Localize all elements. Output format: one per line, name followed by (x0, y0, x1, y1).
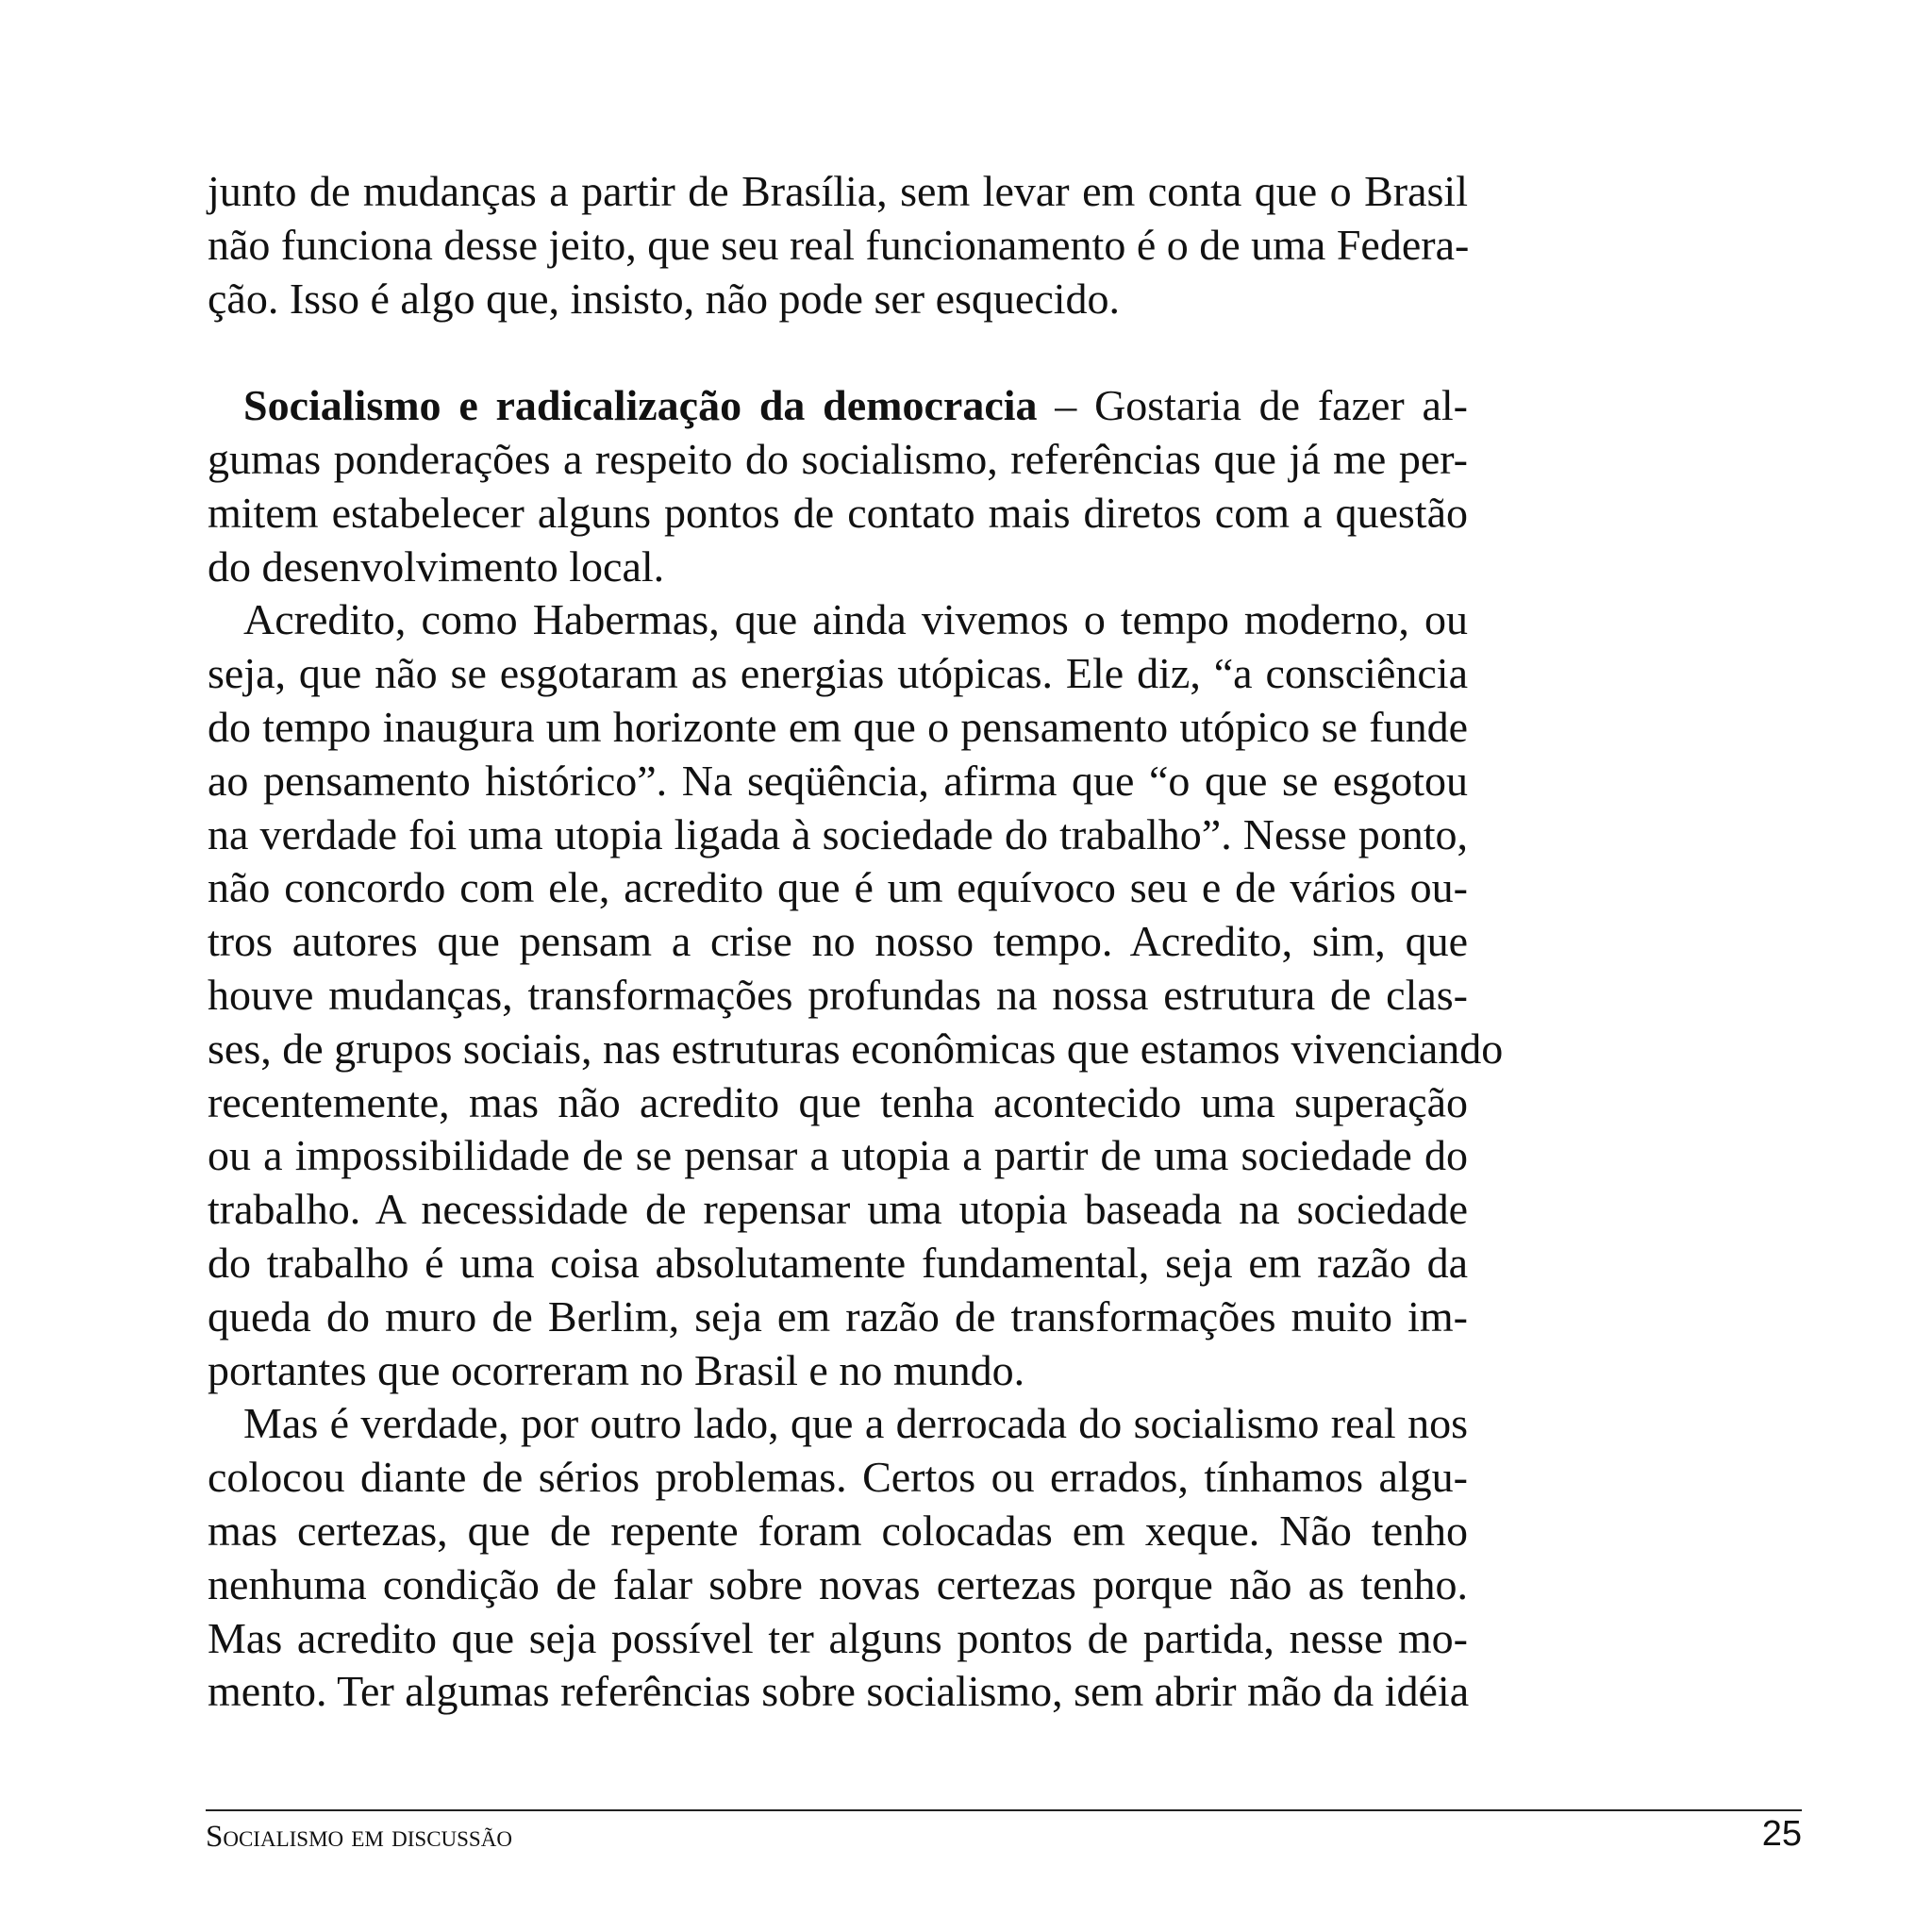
text-line: houve mudanças, transformações profundas na nossa estrutura de clas- (208, 970, 1468, 1019)
text-line: na verdade foi uma utopia ligada à sociedade do trabalho”. Nesse ponto, (208, 809, 1468, 858)
text-line: gumas ponderações a respeito do socialismo, referências que já me per- (208, 434, 1468, 483)
text-line: mento. Ter algumas referências sobre socialismo, sem abrir mão da idéia (208, 1667, 1470, 1716)
text-line: mas certezas, que de repente foram colocadas em xeque. Não tenho (208, 1506, 1468, 1555)
text-line: nenhuma condição de falar sobre novas certezas porque não as tenho. (208, 1559, 1468, 1608)
paragraph (208, 593, 1504, 1397)
text-line: do trabalho é uma coisa absolutamente fundamental, seja em razão da (208, 1238, 1468, 1287)
paragraph (208, 1397, 1468, 1719)
text-line: seja, que não se esgotaram as energias utópicas. Ele diz, “a consciência (208, 649, 1468, 698)
text-line: mitem estabelecer alguns pontos de contato mais diretos com a questão (208, 488, 1468, 537)
text-line: ou a impossibilidade de se pensar a utopia a partir de uma sociedade do (208, 1131, 1468, 1180)
text-line: junto de mudanças a partir de Brasília, sem levar em conta que o Brasil (208, 167, 1468, 215)
text-line: do tempo inaugura um horizonte em que o pensamento utópico se funde (208, 702, 1468, 751)
text-line: não funciona desse jeito, que seu real funcionamento é o de uma Federa- (208, 220, 1470, 269)
text-line: ao pensamento histórico”. Na seqüência, afirma que “o que se esgotou (208, 756, 1468, 805)
text-line: tros autores que pensam a crise no nosso tempo. Acredito, sim, que (208, 917, 1468, 966)
text-line: colocou diante de sérios problemas. Certos ou errados, tínhamos algu- (208, 1453, 1468, 1502)
text-line (208, 379, 1468, 433)
paragraph-gap (208, 325, 1468, 379)
paragraph (208, 379, 1468, 593)
body-text (208, 165, 1504, 1719)
text-line: queda do muro de Berlim, seja em razão de transformações muito im- (208, 1291, 1468, 1341)
text-run: – Gostaria de fazer al- (1037, 381, 1468, 430)
footer-divider (206, 1809, 1802, 1811)
text-line: portantes que ocorreram no Brasil e no mundo. (208, 1345, 1025, 1394)
text-line: Mas é verdade, por outro lado, que a derrocada do socialismo real nos (243, 1399, 1468, 1448)
text-line: Mas acredito que seja possível ter alguns pontos de partida, nesse mo- (208, 1613, 1468, 1662)
running-footer-title: Socialismo em discussão (206, 1820, 512, 1854)
text-line: ses, de grupos sociais, nas estruturas econômicas que estamos vivenciando (208, 1024, 1504, 1073)
section-heading: Socialismo e radicalização da democracia (243, 381, 1038, 430)
paragraph (208, 165, 1468, 325)
text-line: recentemente, mas não acredito que tenha acontecido uma superação (208, 1077, 1468, 1126)
page-number: 25 (1761, 1814, 1802, 1854)
text-line: do desenvolvimento local. (208, 541, 665, 591)
text-line: trabalho. A necessidade de repensar uma utopia baseada na sociedade (208, 1185, 1468, 1234)
text-line: Acredito, como Habermas, que ainda vivemos o tempo moderno, ou (243, 595, 1468, 644)
text-line: não concordo com ele, acredito que é um equívoco seu e de vários ou- (208, 863, 1468, 912)
text-line: ção. Isso é algo que, insisto, não pode ser esquecido. (208, 274, 1121, 323)
